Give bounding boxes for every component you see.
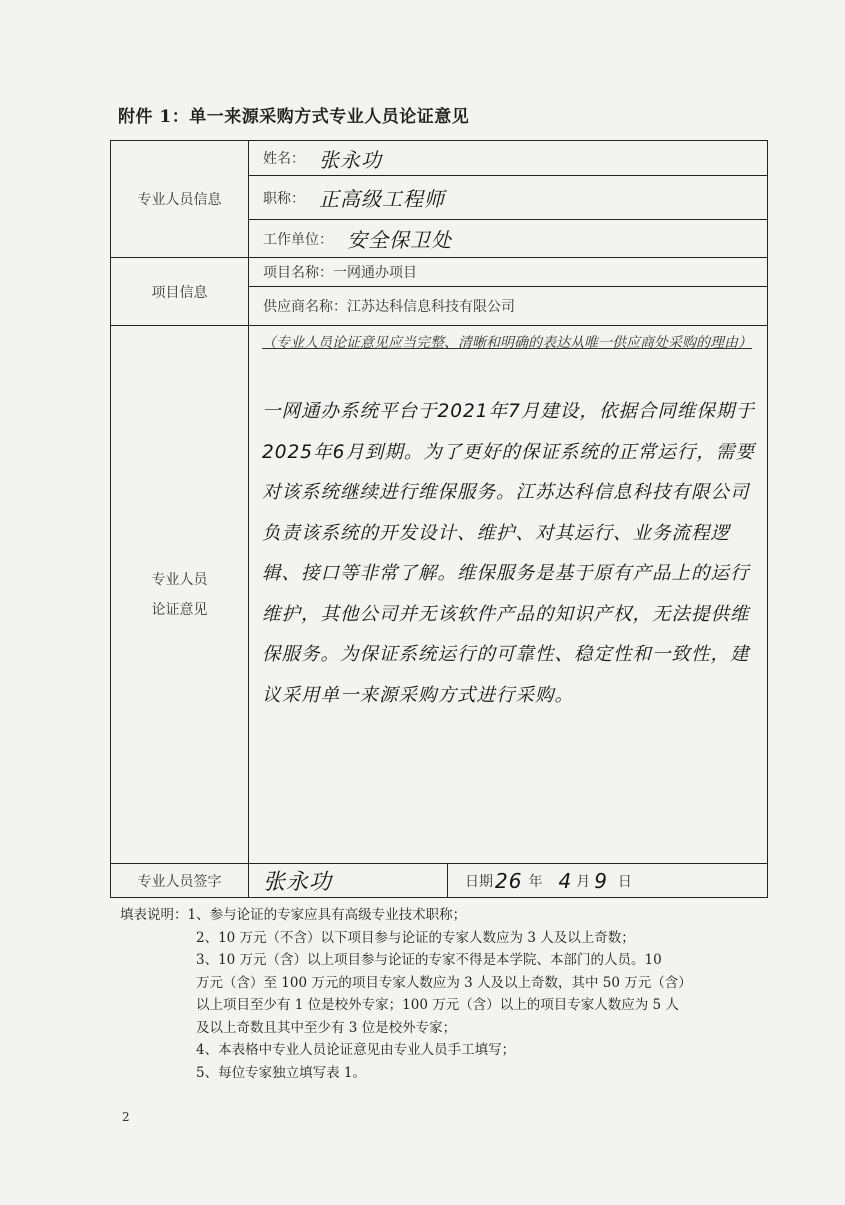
date-day: 9 bbox=[594, 868, 608, 893]
date-month-unit: 月 bbox=[576, 873, 591, 890]
project-info-label: 项目信息 bbox=[151, 284, 208, 301]
name-handwritten: 张永功 bbox=[319, 147, 382, 172]
instruction-item: 1、参与论证的专家应具有高级专业技术职称； bbox=[187, 907, 467, 923]
date-day-unit: 日 bbox=[617, 873, 632, 890]
date-field bbox=[465, 864, 765, 897]
date-year: 26 bbox=[495, 868, 523, 893]
signature-label: 专业人员签字 bbox=[137, 873, 222, 890]
instruction-item: 3、10 万元（含）以上项目参与论证的专家不得是本学院、本部门的人员。10 bbox=[196, 952, 662, 968]
title-label: 职称： bbox=[263, 190, 305, 207]
opinion-label-line2: 论证意见 bbox=[151, 601, 208, 618]
instruction-item: 及以上奇数且其中至少有 3 位是校外专家； bbox=[196, 1019, 457, 1036]
instruction-item: 以上项目至少有 1 位是校外专家；100 万元（含）以上的项目专家人数应为 5 人 bbox=[196, 997, 679, 1013]
project-name: 项目名称：一网通办项目 bbox=[263, 265, 417, 281]
employer-field bbox=[263, 220, 763, 257]
title-field bbox=[263, 176, 763, 219]
document-title: 附件 1：单一来源采购方式专业人员论证意见 bbox=[118, 107, 470, 127]
name-field bbox=[263, 141, 763, 175]
signature-field bbox=[263, 864, 443, 897]
date-label: 日期 bbox=[465, 873, 493, 890]
supplier-name: 供应商名称：江苏达科信息科技有限公司 bbox=[263, 299, 515, 315]
page-number: 2 bbox=[122, 1110, 130, 1124]
instruction-item: 万元（含）至 100 万元的项目专家人数应为 3 人及以上奇数，其中 50 万元（含） bbox=[196, 974, 692, 991]
name-label: 姓名： bbox=[263, 151, 305, 167]
signature-handwritten: 张永功 bbox=[263, 870, 333, 895]
title-handwritten: 正高级工程师 bbox=[319, 187, 445, 211]
instruction-item: 5、每位专家独立填写表 1。 bbox=[196, 1064, 366, 1081]
date-year-unit: 年 bbox=[528, 873, 543, 890]
instruction-item: 4、本表格中专业人员论证意见由专业人员手工填写； bbox=[196, 1042, 516, 1058]
instructions-heading: 填表说明： bbox=[120, 907, 188, 923]
employer-handwritten: 安全保卫处 bbox=[347, 228, 452, 252]
instruction-item: 2、10 万元（不含）以下项目参与论证的专家人数应为 3 人及以上奇数； bbox=[196, 929, 635, 946]
opinion-instruction: （专业人员论证意见应当完整、清晰和明确的表达从唯一供应商处采购的理由） bbox=[262, 335, 752, 351]
column-divider bbox=[447, 863, 448, 897]
handwritten-opinion: 一网通办系统平台于2021年7月建设，依据合同维保期于2025年6月到期。为了更好的保证系统的正常运行，需要对该系统继续进行维保服务。江苏达科信息科技有限公司负责该系统的开发设计、维护、对其运行、业务流程逻辑、接口等非常了解。维保服务是基于原有产品上的运行维护，其他公司并无该软件产品的知识产权，无法提供维保服务。为保证系统运行的可靠性、稳定性和一致性，建议采用单一来源采购方式进行采购。 bbox=[262, 401, 755, 706]
employer-label: 工作单位： bbox=[263, 231, 333, 248]
expert-info-label: 专业人员信息 bbox=[137, 192, 222, 208]
column-divider bbox=[248, 141, 249, 897]
opinion-label bbox=[111, 326, 248, 863]
fill-instructions bbox=[120, 904, 740, 1084]
opinion-label-line1: 专业人员 bbox=[151, 571, 208, 588]
date-month: 4 bbox=[558, 868, 573, 893]
